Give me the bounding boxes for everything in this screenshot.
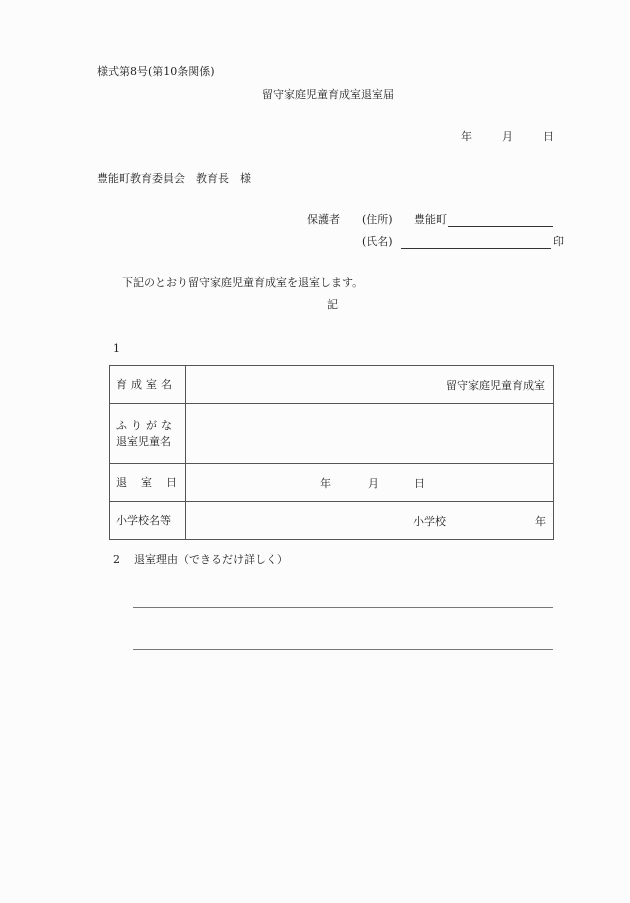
seal-mark: 印 bbox=[553, 235, 564, 248]
room-name-value[interactable]: 留守家庭児童育成室 bbox=[186, 366, 554, 404]
reason-line-1[interactable] bbox=[133, 607, 553, 608]
furigana-label: ふりがな bbox=[116, 418, 176, 432]
withdrawal-info-table bbox=[109, 365, 554, 540]
name-label: (氏名) bbox=[362, 235, 393, 248]
name-field[interactable] bbox=[401, 248, 551, 249]
school-suffix: 小学校 bbox=[413, 514, 446, 528]
section-2-number: 2 bbox=[113, 553, 120, 566]
address-label: (住所) bbox=[362, 213, 393, 226]
form-title: 留守家庭児童育成室退室届 bbox=[262, 88, 394, 101]
table-row-room-name bbox=[110, 366, 554, 404]
reason-line-2[interactable] bbox=[133, 649, 553, 650]
child-name-value[interactable] bbox=[186, 404, 554, 464]
withdrawal-month-label: 月 bbox=[368, 476, 379, 490]
submission-date bbox=[461, 130, 554, 144]
school-value[interactable] bbox=[186, 502, 554, 540]
school-label: 小学校名等 bbox=[110, 502, 186, 540]
date-day-label: 日 bbox=[543, 130, 554, 143]
address-field[interactable] bbox=[448, 226, 553, 227]
grade-suffix: 年 bbox=[535, 514, 546, 528]
child-name-label bbox=[110, 404, 186, 464]
table-row-school bbox=[110, 502, 554, 540]
date-year-label: 年 bbox=[461, 130, 472, 143]
date-month-label: 月 bbox=[502, 130, 513, 143]
withdrawal-day-label: 日 bbox=[414, 476, 425, 490]
guardian-label: 保護者 bbox=[307, 213, 340, 226]
table-row-child-name bbox=[110, 404, 554, 464]
withdrawal-year-label: 年 bbox=[320, 476, 331, 490]
statement-text: 下記のとおり留守家庭児童育成室を退室します。 bbox=[122, 276, 364, 289]
address-town-prefix: 豊能町 bbox=[414, 213, 447, 226]
withdrawal-date-value[interactable] bbox=[186, 464, 554, 502]
reason-label: 退室理由（できるだけ詳しく） bbox=[134, 553, 288, 566]
withdrawal-date-label: 退 室 日 bbox=[110, 464, 186, 502]
room-name-label: 育成室名 bbox=[110, 366, 186, 404]
child-name-label-text: 退室児童名 bbox=[116, 434, 171, 448]
ki-heading: 記 bbox=[327, 298, 338, 311]
form-number: 様式第8号(第10条関係) bbox=[97, 65, 215, 78]
addressee: 豊能町教育委員会 教育長 様 bbox=[97, 172, 251, 185]
table-row-withdrawal-date bbox=[110, 464, 554, 502]
section-1-number: 1 bbox=[113, 342, 120, 355]
